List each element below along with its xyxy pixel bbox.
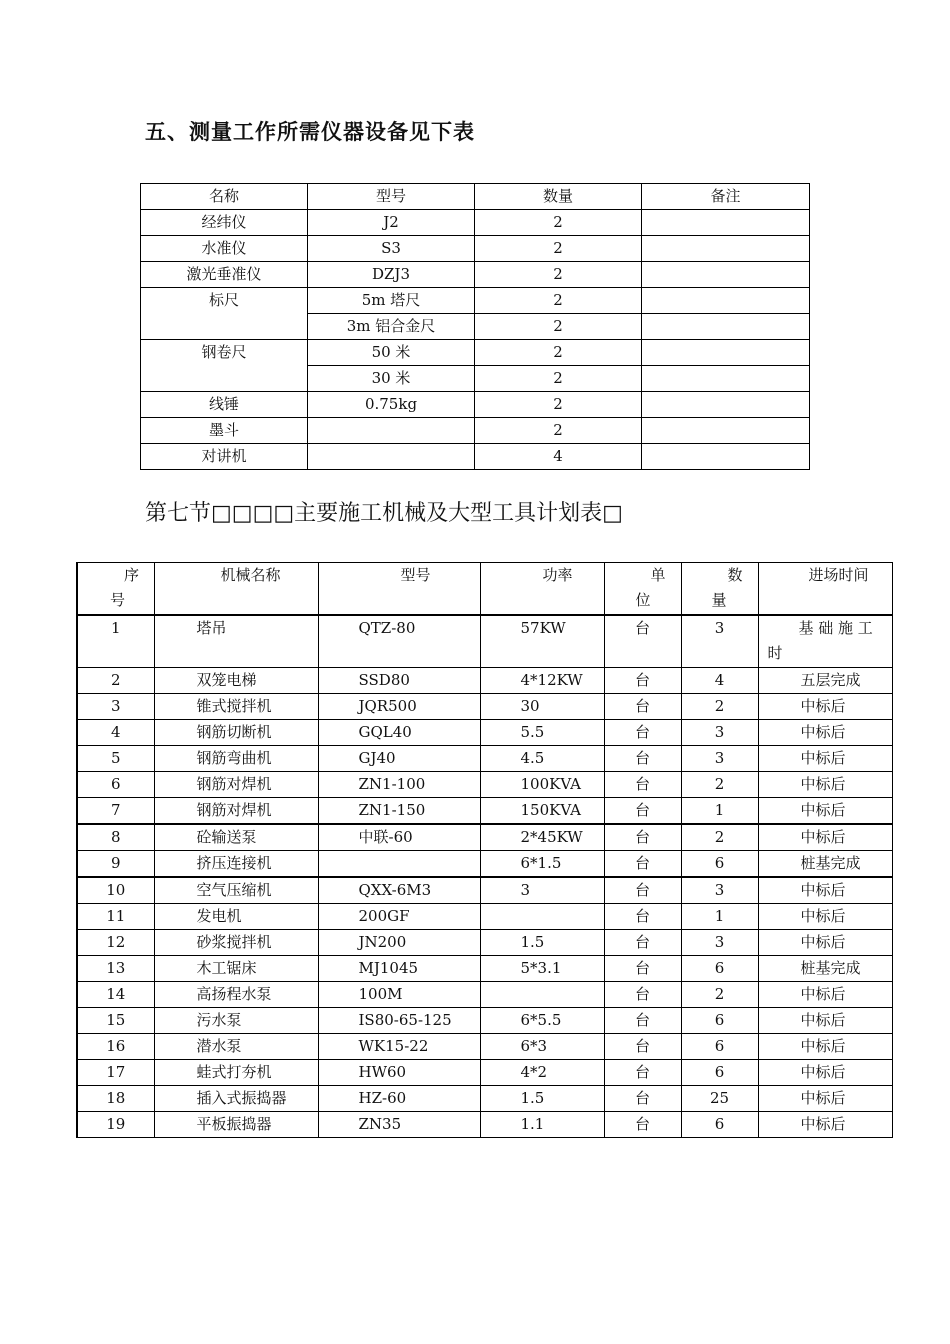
table-row [77,930,892,956]
header-model [318,563,480,616]
cell-no: 4 [77,720,154,746]
cell-power: 2*45KW [480,824,604,851]
cell-model: J2 [308,210,475,236]
cell-power: 1.5 [480,1086,604,1112]
cell-no: 13 [77,956,154,982]
cell-model: 3m 铝合金尺 [308,314,475,340]
cell-model: 0.75kg [308,392,475,418]
table-row [77,772,892,798]
section5-title: 五、测量工作所需仪器设备见下表 [145,120,475,144]
cell-no: 6 [77,772,154,798]
cell-note [642,262,810,288]
header-name [154,563,318,616]
table-row [77,1086,892,1112]
cell-time: 中标后 [758,1034,892,1060]
table-row [77,746,892,772]
cell-model: IS80-65-125 [318,1008,480,1034]
cell-model: GJ40 [318,746,480,772]
cell-unit: 台 [604,824,681,851]
cell-name: 钢筋对焊机 [154,798,318,825]
header-qty-line1: 数 [727,566,743,584]
cell-unit: 台 [604,772,681,798]
cell-model: 中联-60 [318,824,480,851]
cell-qty: 6 [681,1112,758,1138]
cell-model: S3 [308,236,475,262]
cell-name: 锥式搅拌机 [154,694,318,720]
table-row [77,798,892,825]
cell-model: JQR500 [318,694,480,720]
cell-model: 50 米 [308,340,475,366]
cell-no: 15 [77,1008,154,1034]
cell-time-line2: 时 [767,644,783,662]
instrument-table [140,183,810,470]
cell-power: 150KVA [480,798,604,825]
cell-name: 对讲机 [141,444,308,470]
cell-qty: 6 [681,1034,758,1060]
cell-power: 4*2 [480,1060,604,1086]
table-header-row [141,184,810,210]
cell-qty: 6 [681,1060,758,1086]
header-no [77,563,154,616]
cell-note [642,210,810,236]
cell-unit: 台 [604,720,681,746]
table-row [141,418,810,444]
cell-time: 中标后 [758,746,892,772]
cell-unit: 台 [604,1060,681,1086]
cell-no: 16 [77,1034,154,1060]
cell-name: 蛙式打夯机 [154,1060,318,1086]
section7-title: 第七节□□□□主要施工机械及大型工具计划表□ [145,501,623,526]
table-row [77,851,892,878]
cell-qty: 2 [475,262,642,288]
cell-name: 水准仪 [141,236,308,262]
cell-unit: 台 [604,930,681,956]
cell-unit: 台 [604,668,681,694]
cell-model: 5m 塔尺 [308,288,475,314]
cell-model: QTZ-80 [318,615,480,668]
cell-time-line1: 基 础 施 工 [798,619,873,637]
cell-power: 5*3.1 [480,956,604,982]
cell-qty: 6 [681,956,758,982]
cell-model: DZJ3 [308,262,475,288]
cell-note [642,288,810,314]
cell-name: 经纬仪 [141,210,308,236]
cell-qty: 2 [475,392,642,418]
cell-qty: 3 [681,746,758,772]
cell-unit: 台 [604,1086,681,1112]
cell-power: 4.5 [480,746,604,772]
table-header-row [77,563,892,616]
cell-unit: 台 [604,798,681,825]
cell-model: MJ1045 [318,956,480,982]
cell-model: ZN35 [318,1112,480,1138]
cell-name: 木工锯床 [154,956,318,982]
cell-no: 3 [77,694,154,720]
cell-unit: 台 [604,615,681,668]
header-time [758,563,892,616]
cell-note [642,392,810,418]
cell-power: 3 [480,877,604,904]
cell-qty: 2 [681,824,758,851]
table-row [77,1112,892,1138]
table-row [141,262,810,288]
cell-no: 17 [77,1060,154,1086]
cell-unit: 台 [604,1008,681,1034]
cell-name: 污水泵 [154,1008,318,1034]
cell-qty: 2 [681,694,758,720]
cell-time: 五层完成 [758,668,892,694]
cell-power: 1.5 [480,930,604,956]
cell-qty: 2 [475,340,642,366]
cell-time: 中标后 [758,694,892,720]
cell-name: 砼输送泵 [154,824,318,851]
cell-power: 100KVA [480,772,604,798]
header-qty-line2: 量 [711,591,727,609]
cell-qty: 1 [681,798,758,825]
cell-unit: 台 [604,746,681,772]
cell-no: 8 [77,824,154,851]
cell-power: 30 [480,694,604,720]
cell-qty: 2 [475,210,642,236]
cell-name: 钢卷尺 [141,340,308,392]
cell-time [758,615,892,668]
table-row [77,1060,892,1086]
table-row [77,668,892,694]
cell-time: 中标后 [758,904,892,930]
cell-qty: 2 [475,366,642,392]
header-unit-line2: 位 [635,591,651,609]
cell-qty: 2 [475,314,642,340]
cell-no: 11 [77,904,154,930]
cell-unit: 台 [604,851,681,878]
cell-model [308,418,475,444]
header-no-line1: 序 [124,566,140,584]
table-row [77,904,892,930]
cell-qty: 3 [681,615,758,668]
cell-qty: 25 [681,1086,758,1112]
table-row [141,236,810,262]
cell-name: 线锤 [141,392,308,418]
header-model-label: 型号 [400,566,431,584]
cell-qty: 6 [681,851,758,878]
table-row [77,1034,892,1060]
cell-model: ZN1-150 [318,798,480,825]
cell-time: 中标后 [758,877,892,904]
header-qty [681,563,758,616]
cell-qty: 4 [475,444,642,470]
cell-power: 4*12KW [480,668,604,694]
cell-name: 塔吊 [154,615,318,668]
cell-name: 平板振捣器 [154,1112,318,1138]
cell-model: GQL40 [318,720,480,746]
cell-time: 中标后 [758,930,892,956]
cell-power [480,982,604,1008]
cell-note [642,444,810,470]
cell-no: 12 [77,930,154,956]
cell-power: 6*3 [480,1034,604,1060]
header-note: 备注 [642,184,810,210]
cell-unit: 台 [604,694,681,720]
table-row [77,694,892,720]
cell-name: 墨斗 [141,418,308,444]
cell-no: 18 [77,1086,154,1112]
cell-unit: 台 [604,1112,681,1138]
cell-model: JN200 [318,930,480,956]
header-name: 名称 [141,184,308,210]
header-no-line2: 号 [110,591,126,609]
cell-power: 1.1 [480,1112,604,1138]
cell-qty: 3 [681,720,758,746]
header-name-label: 机械名称 [220,566,281,584]
cell-no: 19 [77,1112,154,1138]
cell-no: 7 [77,798,154,825]
cell-unit: 台 [604,982,681,1008]
cell-qty: 6 [681,1008,758,1034]
cell-note [642,314,810,340]
cell-qty: 3 [681,930,758,956]
cell-name: 激光垂准仪 [141,262,308,288]
cell-no: 10 [77,877,154,904]
cell-qty: 2 [475,288,642,314]
cell-time: 中标后 [758,1086,892,1112]
cell-note [642,340,810,366]
cell-note [642,236,810,262]
cell-unit: 台 [604,877,681,904]
cell-model: QXX-6M3 [318,877,480,904]
cell-power: 6*5.5 [480,1008,604,1034]
header-time-label: 进场时间 [808,566,869,584]
table-row [141,340,810,366]
cell-time: 中标后 [758,1112,892,1138]
cell-unit: 台 [604,904,681,930]
cell-power: 5.5 [480,720,604,746]
table-row [77,982,892,1008]
cell-unit: 台 [604,1034,681,1060]
table-row [141,210,810,236]
cell-qty: 1 [681,904,758,930]
cell-name: 潜水泵 [154,1034,318,1060]
table-row [77,824,892,851]
cell-model: ZN1-100 [318,772,480,798]
cell-model: HW60 [318,1060,480,1086]
cell-qty: 2 [475,418,642,444]
cell-model: WK15-22 [318,1034,480,1060]
cell-name: 钢筋切断机 [154,720,318,746]
cell-model [318,851,480,878]
cell-qty: 2 [681,982,758,1008]
cell-name: 高扬程水泵 [154,982,318,1008]
cell-power [480,904,604,930]
cell-time: 中标后 [758,1060,892,1086]
cell-time: 中标后 [758,1008,892,1034]
cell-time: 桩基完成 [758,956,892,982]
header-qty: 数量 [475,184,642,210]
cell-no: 9 [77,851,154,878]
cell-no: 2 [77,668,154,694]
cell-note [642,418,810,444]
header-unit-line1: 单 [650,566,666,584]
header-unit [604,563,681,616]
cell-no: 14 [77,982,154,1008]
cell-model: 30 米 [308,366,475,392]
cell-time: 中标后 [758,798,892,825]
table-row [141,444,810,470]
table-row [77,615,892,668]
cell-time: 中标后 [758,720,892,746]
table-row [141,392,810,418]
cell-power: 6*1.5 [480,851,604,878]
cell-unit: 台 [604,956,681,982]
cell-time: 中标后 [758,772,892,798]
cell-name: 发电机 [154,904,318,930]
cell-qty: 3 [681,877,758,904]
cell-model: HZ-60 [318,1086,480,1112]
cell-name: 双笼电梯 [154,668,318,694]
header-power-label: 功率 [542,566,573,584]
cell-name: 插入式振捣器 [154,1086,318,1112]
cell-name: 空气压缩机 [154,877,318,904]
cell-name: 砂浆搅拌机 [154,930,318,956]
header-power [480,563,604,616]
cell-model: 200GF [318,904,480,930]
cell-power: 57KW [480,615,604,668]
cell-model: 100M [318,982,480,1008]
header-model: 型号 [308,184,475,210]
cell-name: 钢筋对焊机 [154,772,318,798]
cell-qty: 4 [681,668,758,694]
cell-time: 中标后 [758,982,892,1008]
cell-note [642,366,810,392]
cell-name: 标尺 [141,288,308,340]
cell-qty: 2 [681,772,758,798]
machinery-table [76,562,893,1138]
cell-name: 挤压连接机 [154,851,318,878]
cell-time: 桩基完成 [758,851,892,878]
table-row [141,288,810,314]
cell-model [308,444,475,470]
cell-no: 1 [77,615,154,668]
cell-qty: 2 [475,236,642,262]
cell-no: 5 [77,746,154,772]
table-row [77,956,892,982]
table-row [77,1008,892,1034]
cell-name: 钢筋弯曲机 [154,746,318,772]
cell-time: 中标后 [758,824,892,851]
table-row [77,720,892,746]
cell-model: SSD80 [318,668,480,694]
table-row [77,877,892,904]
